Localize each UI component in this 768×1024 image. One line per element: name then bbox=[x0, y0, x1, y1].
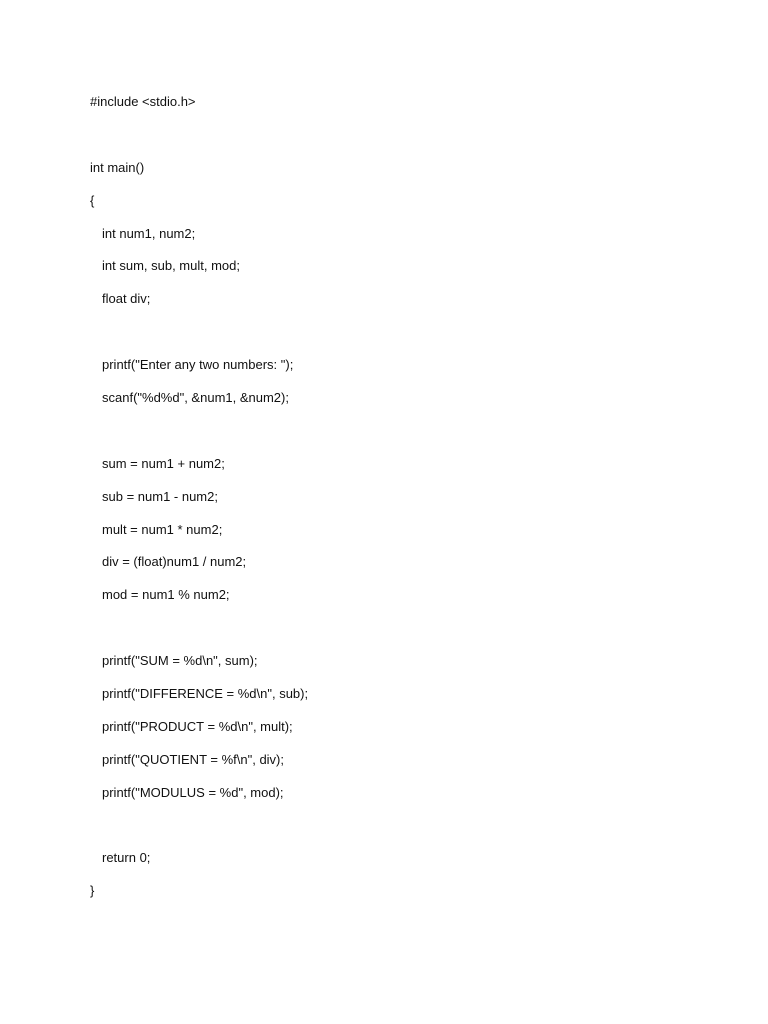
code-line: } bbox=[90, 883, 95, 899]
blank-line bbox=[90, 322, 730, 355]
blank-line bbox=[90, 618, 730, 651]
blank-line bbox=[90, 421, 730, 454]
code-line: mult = num1 * num2; bbox=[102, 521, 223, 537]
code-line: printf("PRODUCT = %d\n", mult); bbox=[102, 718, 293, 734]
code-block bbox=[90, 92, 730, 914]
code-line: int num1, num2; bbox=[102, 225, 196, 241]
code-line: { bbox=[90, 192, 95, 208]
code-line: #include <stdio.h> bbox=[90, 94, 196, 109]
blank-line bbox=[90, 125, 730, 158]
code-line: printf("SUM = %d\n", sum); bbox=[102, 653, 258, 669]
code-line: printf("Enter any two numbers: "); bbox=[102, 357, 294, 373]
code-line: return 0; bbox=[102, 850, 151, 866]
code-line: mod = num1 % num2; bbox=[102, 587, 230, 603]
code-line: printf("QUOTIENT = %f\n", div); bbox=[102, 751, 284, 767]
code-line: scanf("%d%d", &num1, &num2); bbox=[102, 390, 289, 406]
code-line: float div; bbox=[102, 291, 151, 307]
code-line: div = (float)num1 / num2; bbox=[102, 554, 247, 570]
code-line: int main() bbox=[90, 159, 145, 175]
code-line: sum = num1 + num2; bbox=[102, 455, 225, 471]
code-line: int sum, sub, mult, mod; bbox=[102, 258, 240, 274]
code-line: printf("MODULUS = %d", mod); bbox=[102, 784, 284, 800]
code-line: sub = num1 - num2; bbox=[102, 488, 218, 504]
code-line: printf("DIFFERENCE = %d\n", sub); bbox=[102, 686, 309, 702]
blank-line bbox=[90, 816, 730, 849]
